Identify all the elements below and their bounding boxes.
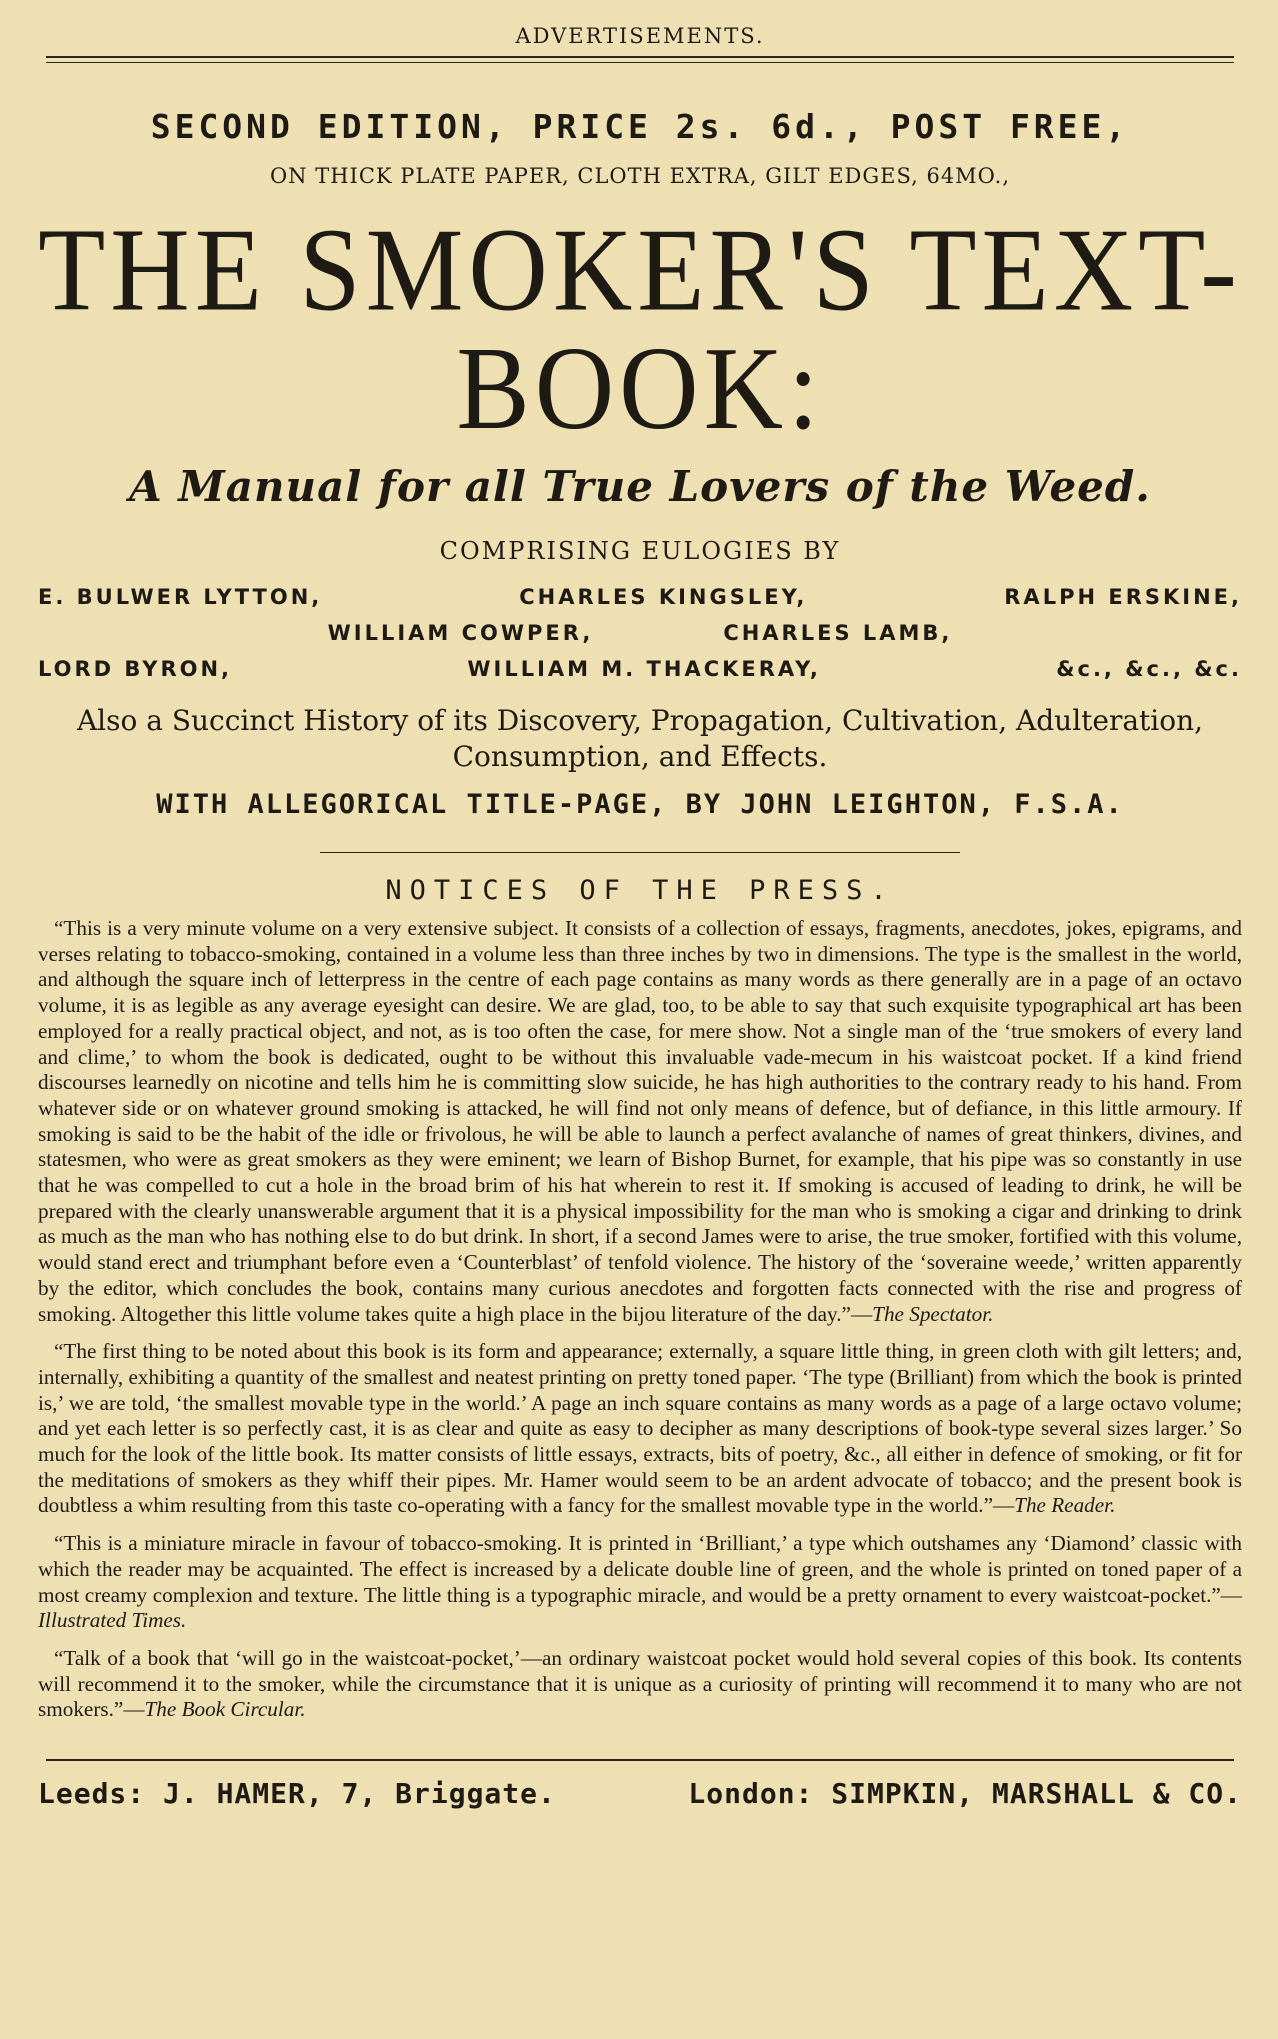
book-title: THE SMOKER'S TEXT-BOOK: bbox=[38, 203, 1242, 455]
press-notice-reader: “The first thing to be noted about this book is its form and appearance; externally, a square little thing, in green cloth with gilt letters; and, internally, exhibiting a quantity of the smallest and neatest printing on pretty toned paper. ‘The type (Brilliant) from which the book is printed is,’ we are told, ‘the smallest movable type in the world.’ A page an inch square contains as many words as a page of a large octavo volume; and yet each letter is so perfectly cast, it is as clear and quite as easy to decipher as many descriptions of book-type several sizes larger.’ So much for the look of the little book. Its matter consists of little essays, extracts, bits of poetry, &c., all either in defence of smoking, or fit for the meditations of smokers as they whiff their pipes. Mr. Hamer would seem to be an ardent advocate of tobacco; and the present book is doubtless a whim resulting from this taste co-operating with a fancy for the smallest movable type in the world.”—The Reader. bbox=[38, 1339, 1242, 1518]
paper-line: ON THICK PLATE PAPER, CLOTH EXTRA, GILT EDGES, 64MO., bbox=[269, 164, 1011, 188]
author-cowper: WILLIAM COWPER, bbox=[327, 621, 594, 645]
press-notices bbox=[38, 916, 1242, 1723]
author-erskine: RALPH ERSKINE, bbox=[1004, 585, 1242, 609]
notice-source: The Spectator. bbox=[872, 1301, 994, 1326]
imprint-leeds: Leeds: J. HAMER, 7, Briggate. bbox=[38, 1777, 556, 1811]
author-kingsley: CHARLES KINGSLEY, bbox=[519, 585, 808, 609]
history-line: Also a Succinct History of its Discovery, Propagation, Cultivation, Adulteration, Consumption, and Effects. bbox=[76, 704, 1204, 773]
imprint bbox=[38, 1777, 1242, 1810]
comprising-line: COMPRISING EULOGIES BY bbox=[439, 537, 841, 565]
book-subtitle: A Manual for all True Lovers of the Weed. bbox=[129, 462, 1151, 511]
author-bulwer-lytton: E. BULWER LYTTON, bbox=[38, 585, 323, 609]
running-head: ADVERTISEMENTS. bbox=[515, 24, 765, 48]
authors-etc: &c., &c., &c. bbox=[1056, 657, 1242, 681]
authors-row-3 bbox=[38, 651, 1242, 687]
notice-source: The Reader. bbox=[1014, 1493, 1116, 1518]
press-notice-spectator: “This is a very minute volume on a very extensive subject. It consists of a collection of essays, fragments, anecdotes, jokes, epigrams, and verses relating to tobacco-smoking, contained in a volume less than three inches by two in dimensions. The type is the smallest in the world, and although the square inch of letterpress in the centre of each page contains as many words as there generally are in a page of an octavo volume, it is as legible as any average eyesight can desire. We are glad, too, to be able to say that such exquisite typographical art has been employed for a really practical object, and not, as is too often the case, for mere show. Not a single man of the ‘true smokers of every land and clime,’ to whom the book is dedicated, ought to be without this invaluable vade-mecum in his waistcoat pocket. If a kind friend discourses learnedly on nicotine and tells him he is committing slow suicide, he has high authorities to the contrary ready to his hand. From whatever side or on whatever ground smoking is attacked, he will find not only means of defence, but of defiance, in this little armoury. If smoking is said to be the habit of the idle or frivolous, he will be able to launch a perfect avalanche of names of great thinkers, divines, and statesmen, who were as great smokers as they were eminent; we learn of Bishop Burnet, for example, that his pipe was so constantly in use that he was compelled to cut a hole in the broad brim of his hat wherein to rest it. If smoking is accused of leading to drink, he will be prepared with the clearly unanswerable argument that it is a physical impossibility for the man who is smoking a cigar and drinking to drink as much as the man who has nothing else to do but drink. In short, if a second James were to arise, the true smoker, fortified with this volume, would stand erect and triumphant before even a ‘Counterblast’ of tenfold violence. The history of the ‘soveraine weede,’ written apparently by the editor, which concludes the book, contains many curious anecdotes and forgotten facts connected with the rise and progress of smoking. Altogether this little volume takes quite a high place in the bijou literature of the day.”—The Spectator. bbox=[38, 916, 1242, 1326]
imprint-london: London: SIMPKIN, MARSHALL & CO. bbox=[688, 1777, 1242, 1811]
section-rule bbox=[320, 852, 960, 853]
press-notice-book-circular: “Talk of a book that ‘will go in the waistcoat-pocket,’—an ordinary waistcoat pocket would hold several copies of this book. Its contents will recommend it to the smoker, while the circumstance that it is unique as a curiosity of printing will recommend it to many who are not smokers.”—The Book Circular. bbox=[38, 1645, 1242, 1722]
notice-source: Illustrated Times. bbox=[38, 1608, 187, 1633]
notice-source: The Book Circular. bbox=[144, 1697, 306, 1722]
notices-heading: NOTICES OF THE PRESS. bbox=[385, 875, 895, 906]
authors-block bbox=[38, 579, 1242, 687]
edition-line: SECOND EDITION, PRICE 2s. 6d., POST FREE, bbox=[150, 107, 1130, 146]
allegorical-line: WITH ALLEGORICAL TITLE-PAGE, BY JOHN LEIGHTON, F.S.A. bbox=[156, 789, 1124, 820]
author-thackeray: WILLIAM M. THACKERAY, bbox=[467, 657, 821, 681]
press-notice-illustrated-times: “This is a miniature miracle in favour of tobacco-smoking. It is printed in ‘Brilliant,’ a type which outshames any ‘Diamond’ classic with which the reader may be acquainted. The effect is increased by a delicate double line of green, and the whole is printed on toned paper of a most creamy complexion and texture. The little thing is a typographic miracle, and would be a pretty ornament to every waistcoat-pocket.”—Illustrated Times. bbox=[38, 1531, 1242, 1633]
top-rule bbox=[46, 56, 1234, 58]
author-lamb: CHARLES LAMB, bbox=[723, 621, 953, 645]
top-thin-rule bbox=[46, 62, 1234, 63]
bottom-rule bbox=[46, 1759, 1234, 1761]
authors-row-1 bbox=[38, 579, 1242, 615]
authors-row-2 bbox=[38, 615, 1242, 651]
author-byron: LORD BYRON, bbox=[38, 657, 233, 681]
